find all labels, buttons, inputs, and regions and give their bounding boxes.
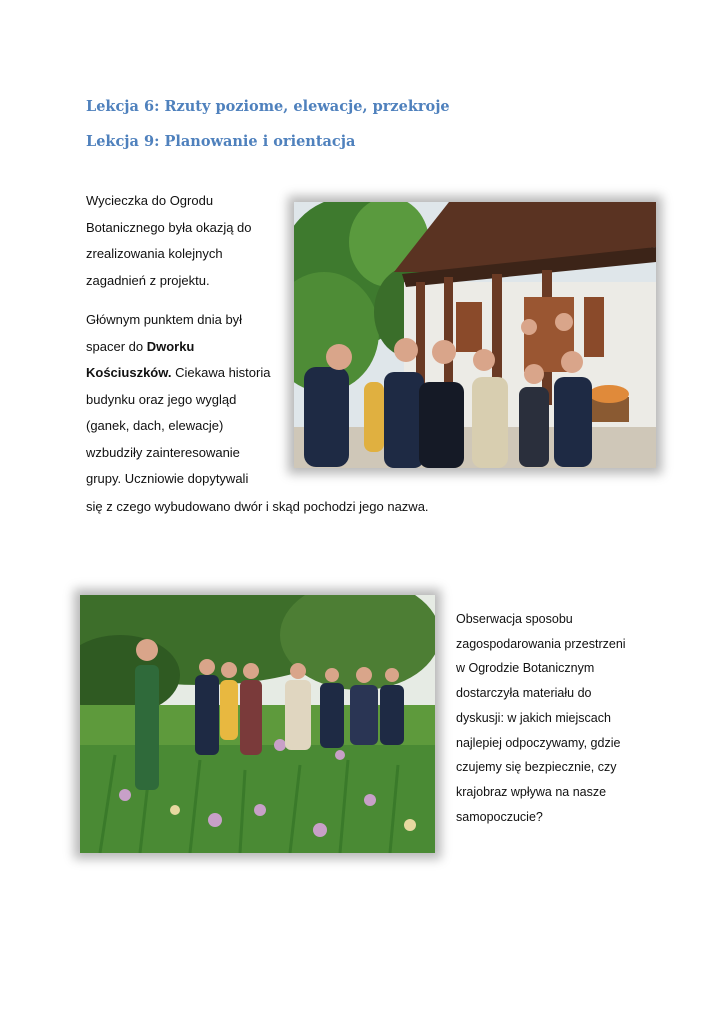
- heading-lesson-6: Lekcja 6: Rzuty poziome, elewacje, przekroje: [86, 98, 450, 115]
- paragraph-line: się z czego wybudowano dwór i skąd pochodzi jego nazwa.: [86, 499, 429, 514]
- paragraph-line: [86, 334, 286, 361]
- paragraph-manor-visit-tail: [86, 494, 429, 521]
- paragraph-line: Głównym punktem dnia był: [86, 312, 243, 327]
- paragraph-line: zagospodarowania przestrzeni: [456, 636, 626, 651]
- paragraph-trip-intro: [86, 188, 286, 294]
- paragraph-line: dostarczyła materiału do: [456, 686, 592, 701]
- manor-name-bold: Dworku: [146, 338, 195, 354]
- paragraph-line: krajobraz wpływa na nasze: [456, 784, 607, 799]
- paragraph-line: Wycieczka do Ogrodu: [86, 193, 214, 208]
- paragraph-line: czujemy się bezpiecznie, czy: [456, 760, 617, 775]
- paragraph-line: samopoczucie?: [456, 809, 543, 824]
- paragraph-manor-visit: [86, 307, 286, 493]
- paragraph-line: Botanicznego była okazją do: [86, 219, 252, 235]
- paragraph-line: w Ogrodzie Botanicznym: [456, 661, 595, 676]
- paragraph-line: zagadnień z projektu.: [86, 272, 210, 288]
- paragraph-line: grupy. Uczniowie dopytywali: [86, 471, 249, 486]
- paragraph-line: dyskusji: w jakich miejscach: [456, 710, 611, 725]
- paragraph-garden-observation: [456, 607, 656, 829]
- paragraph-line: budynku oraz jego wygląd: [86, 391, 237, 407]
- paragraph-line: [86, 360, 286, 387]
- manor-name-bold: Kościuszków.: [86, 365, 172, 380]
- paragraph-line: wzbudziły zainteresowanie: [86, 444, 240, 460]
- botanical-garden-photo: [80, 595, 435, 853]
- paragraph-line: zrealizowania kolejnych: [86, 246, 223, 261]
- manor-house-photo: [294, 202, 656, 468]
- paragraph-line: Obserwacja sposobu: [456, 612, 573, 626]
- heading-lesson-9: Lekcja 9: Planowanie i orientacja: [86, 133, 356, 150]
- paragraph-text: spacer do: [86, 338, 147, 354]
- paragraph-text: Ciekawa historia: [171, 365, 271, 380]
- paragraph-line: najlepiej odpoczywamy, gdzie: [456, 735, 621, 750]
- paragraph-line: (ganek, dach, elewacje): [86, 418, 224, 433]
